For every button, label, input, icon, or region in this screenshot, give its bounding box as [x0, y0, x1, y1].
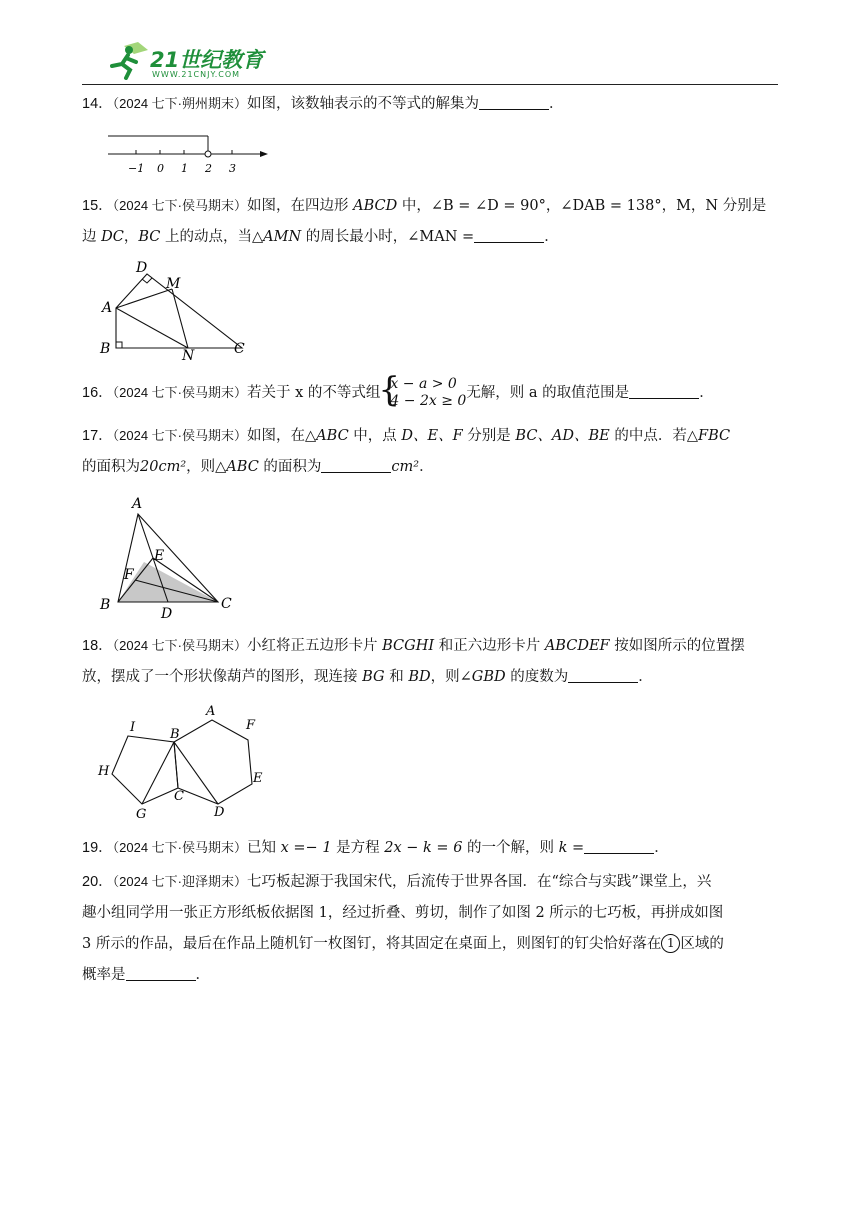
svg-text:A: A	[206, 704, 216, 719]
answer-blank	[568, 668, 638, 683]
circled-number: 1	[661, 934, 680, 953]
svg-text:B: B	[100, 341, 111, 357]
answer-blank	[321, 458, 391, 473]
question-15: 15．（2024 七下·侯马期末）如图，在四边形 ABCD 中，∠B = ∠D = 90°，∠DAB = 138°，M，N 分别是 边 DC，BC 上的动点，当△AMN 的周长最小时，∠MAN = ．	[82, 198, 767, 245]
svg-text:D: D	[136, 260, 148, 276]
answer-blank	[474, 228, 544, 243]
answer-blank	[126, 966, 196, 981]
logo-text: 21世纪教育	[150, 48, 264, 72]
svg-text:A: A	[132, 496, 143, 512]
svg-text:D: D	[214, 805, 225, 820]
svg-text:1: 1	[181, 162, 188, 175]
answer-blank	[629, 384, 699, 399]
question-17: 17．（2024 七下·侯马期末）如图，在△ABC 中，点 D、E、F 分别是 BC、AD、BE 的中点．若△FBC 的面积为20cm²，则△ABC 的面积为 cm²．	[82, 428, 731, 475]
svg-text:I: I	[130, 720, 136, 735]
header-rule	[82, 84, 778, 85]
question-16: 16．（2024 七下·侯马期末）若关于 x 的不等式组{ x − a > 0 4 − 2x ≥ 0无解，则 a 的取值范围是 ．	[82, 376, 782, 410]
inequality-system: { x − a > 0 4 − 2x ≥ 0	[380, 376, 466, 410]
svg-text:M: M	[166, 276, 181, 292]
question-14: 14．（2024 七下·朔州期末）如图，该数轴表示的不等式的解集为 ．	[82, 96, 564, 112]
svg-text:C: C	[221, 596, 232, 612]
logo-runner-icon	[104, 40, 154, 80]
svg-text:B: B	[100, 597, 111, 613]
svg-text:H: H	[98, 764, 110, 779]
svg-text:0: 0	[157, 162, 164, 175]
svg-text:C: C	[234, 341, 245, 357]
svg-text:A: A	[102, 300, 113, 316]
question-20: 20．（2024 七下·迎泽期末）七巧板起源于我国宋代，后流传于世界各国．在“综合与实践”课堂上，兴 趣小组同学用一张正方形纸板依据图 1，经过折叠、剪切，制作了如图 2 所示的七巧板，再拼成如图 3 所示的作品，最后在作品上随机钉一枚图钉，将其固定在桌面上，则图钉的钉尖恰好落在 1 区域的 概率是 ．	[82, 874, 724, 983]
number-line-figure	[100, 126, 280, 178]
logo-subtext: WWW.21CNJY.COM	[152, 70, 241, 79]
svg-text:D: D	[161, 606, 173, 622]
svg-text:C: C	[174, 789, 184, 804]
svg-text:F: F	[124, 567, 134, 583]
svg-text:F: F	[246, 718, 256, 733]
question-19: 19．（2024 七下·侯马期末）已知 x =− 1 是方程 2x − k = 6 的一个解，则 k = ．	[82, 840, 669, 856]
svg-text:E: E	[154, 548, 165, 564]
quadrilateral-figure	[96, 256, 266, 362]
triangle-figure	[96, 492, 246, 622]
svg-text:E: E	[253, 771, 263, 786]
svg-text:−1: −1	[128, 162, 145, 175]
svg-text:2: 2	[205, 162, 212, 175]
answer-blank	[479, 95, 549, 110]
svg-text:N: N	[182, 348, 195, 362]
svg-text:B: B	[170, 727, 180, 742]
answer-blank	[584, 839, 654, 854]
svg-text:3: 3	[229, 162, 236, 175]
question-18: 18．（2024 七下·侯马期末）小红将正五边形卡片 BCGHI 和正六边形卡片 ABCDEF 按如图所示的位置摆 放，摆成了一个形状像葫芦的图形，现连接 BG 和 BD，则∠GBD 的度数为 ．	[82, 638, 745, 685]
svg-text:G: G	[136, 807, 147, 822]
gourd-figure	[96, 700, 276, 824]
